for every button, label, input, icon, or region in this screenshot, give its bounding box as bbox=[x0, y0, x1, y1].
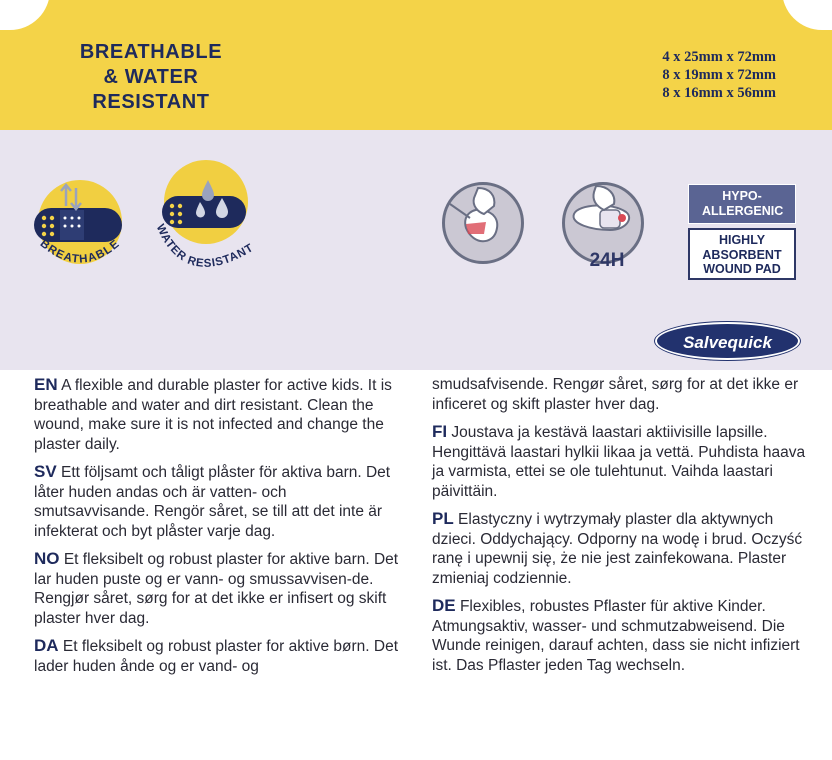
instruction-text: Joustava ja kestävä laastari aktiivisille lapsille. Hengittävä laastari hylkii likaa ja vettä. Puhdista haava ja varmista, ettei se ole tulehtunut. Vaihda laastari päivittäin. bbox=[432, 424, 806, 500]
instruction-sv bbox=[34, 462, 406, 541]
language-code: DA bbox=[34, 636, 59, 655]
instruction-text: Ett följsamt och tåligt plåster för aktiva barn. Det låter huden andas och är vatten- och smutsavvisande. Rengör såret, se till att det inte är infekterat och byt plåster varje dag. bbox=[34, 464, 391, 540]
svg-text:WATER RESISTANT bbox=[154, 223, 256, 270]
pad-text: HIGHLY ABSORBENT WOUND PAD bbox=[702, 233, 782, 276]
instruction-text: Flexibles, robustes Pflaster für aktive Kinder. Atmungsaktiv, wasser- und schmutzabweisend. Die Wunde reinigen, darauf achten, dass sie nicht infiziert ist. Das Pflaster jeden Tag wechseln. bbox=[432, 598, 800, 674]
language-code: FI bbox=[432, 422, 448, 441]
language-code: DE bbox=[432, 596, 456, 615]
hypoallergenic-label bbox=[688, 184, 796, 224]
hang-tab bbox=[30, 0, 802, 36]
instruction-text: Et fleksibelt og robust plaster for aktive børn. Det lader huden ånde og er vand- og bbox=[34, 638, 398, 675]
claim-line-3: RESISTANT bbox=[92, 91, 210, 113]
claim-line-2: & WATER bbox=[103, 66, 199, 88]
instruction-da-continued: smudsafvisende. Rengør såret, sørg for at det ikke er inficeret og skift plaster hver dag. bbox=[432, 376, 799, 413]
instruction-text: A flexible and durable plaster for active kids. It is breathable and water and dirt resistant. Clean the wound, make sure it is not infected and change the plaster daily. bbox=[34, 377, 392, 453]
instructions-right-column bbox=[432, 375, 812, 683]
size-line: 8 x 19mm x 72mm bbox=[662, 67, 776, 83]
plaster-sizes bbox=[600, 48, 776, 102]
hypo-text: HYPO-ALLERGENIC bbox=[702, 189, 784, 218]
absorbent-pad-label bbox=[688, 228, 796, 280]
instruction-fi bbox=[432, 422, 812, 501]
instructions-left-column bbox=[34, 375, 406, 684]
instruction-no bbox=[34, 549, 406, 628]
instruction-en bbox=[34, 375, 406, 454]
finger-stretch-icon bbox=[444, 184, 522, 262]
breathable-label: BREATHABLE bbox=[37, 237, 123, 266]
water-resistant-label: WATER RESISTANT bbox=[153, 222, 256, 270]
breathable-arc-label bbox=[20, 205, 140, 285]
water-resistant-arc-label bbox=[142, 212, 272, 292]
instruction-text: Elastyczny i wytrzymały plaster dla aktywnych dzieci. Oddychający. Odporny na wodę i brud. Oczyść ranę i upewnij się, że nie jest zainfekowana. Plaster zmieniaj codziennie. bbox=[432, 511, 803, 587]
instruction-da bbox=[34, 636, 406, 676]
language-code: EN bbox=[34, 375, 58, 394]
svg-text:BREATHABLE bbox=[38, 238, 123, 266]
instruction-pl bbox=[432, 509, 812, 588]
size-line: 8 x 16mm x 56mm bbox=[662, 85, 776, 101]
product-claim bbox=[56, 40, 246, 115]
instruction-text: Et fleksibelt og robust plaster for aktive barn. Det lar huden puste og er vann- og smussavvisen-de. Rengjør såret, sørg for at det ikke er infisert og skift plaster hver dag. bbox=[34, 551, 399, 627]
claim-line-1: BREATHABLE bbox=[79, 41, 223, 63]
language-code: SV bbox=[34, 462, 57, 481]
language-code: NO bbox=[34, 549, 60, 568]
instruction-de bbox=[432, 596, 812, 675]
duration-label: 24H bbox=[589, 250, 625, 271]
size-line: 4 x 25mm x 72mm bbox=[662, 49, 776, 65]
salvequick-logo: Salvequick bbox=[655, 322, 800, 360]
language-code: PL bbox=[432, 509, 454, 528]
